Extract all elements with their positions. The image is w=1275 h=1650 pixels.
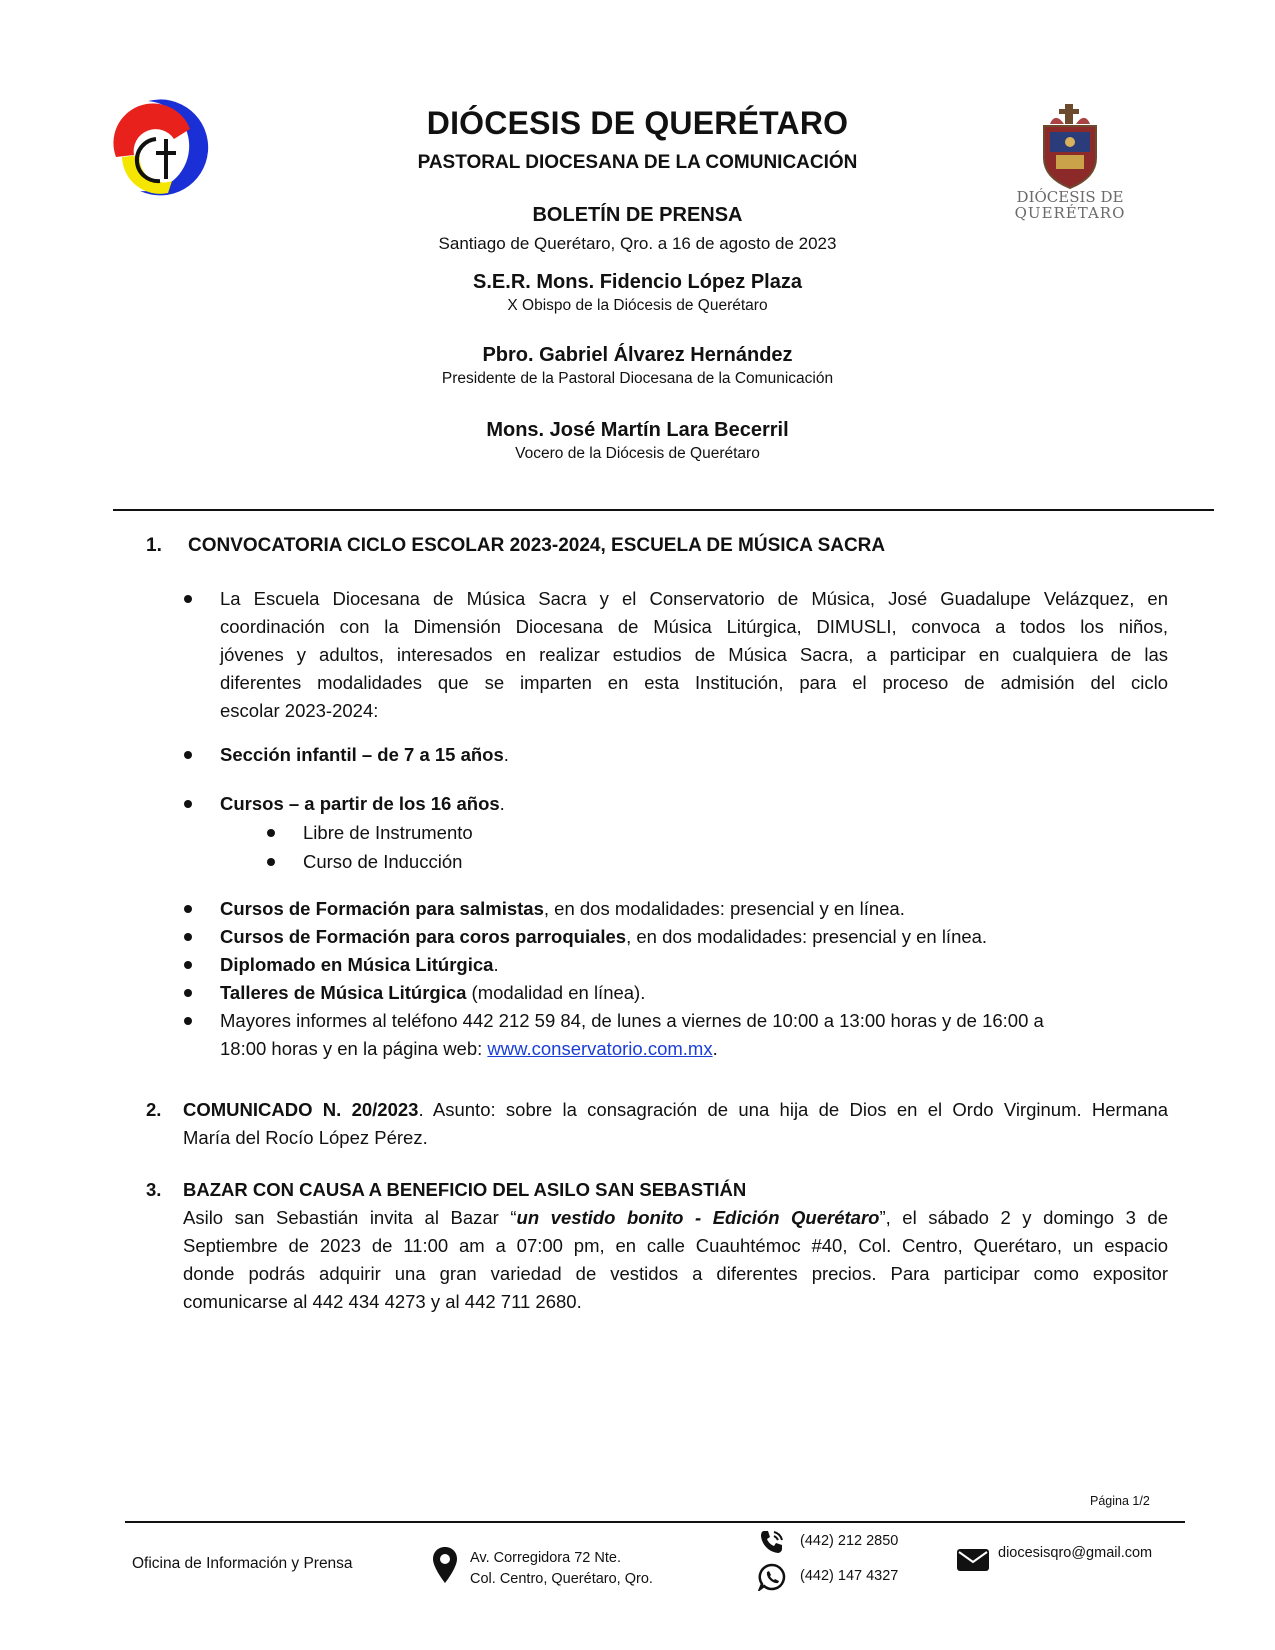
item-diplomado <box>220 951 499 979</box>
intro-line: La Escuela Diocesana de Música Sacra y el Conservatorio de Música, José Guadalupe Velázquez, en <box>220 588 1168 609</box>
section-3-line: comunicarse al 442 434 4273 y al 442 711 2680. <box>183 1291 582 1312</box>
sub-bullet <box>267 858 275 866</box>
item-text: . <box>493 954 499 975</box>
section-3-title: BAZAR CON CAUSA A BENEFICIO DEL ASILO SAN SEBASTIÁN <box>183 1179 747 1200</box>
whatsapp-icon <box>758 1563 786 1591</box>
section-3-text: ”, el sábado 2 y domingo 3 de <box>879 1207 1168 1228</box>
item-bold: Talleres de Música Litúrgica <box>220 982 467 1003</box>
intro-line: coordinación con la Dimensión Diocesana de Música Litúrgica, DIMUSLI, convoca a todos los niños, <box>220 616 1168 637</box>
address <box>470 1548 653 1590</box>
bulletin-date: Santiago de Querétaro, Qro. a 16 de agosto de 2023 <box>438 234 837 253</box>
seal-text-2: QUERÉTARO <box>1014 204 1126 222</box>
bullet <box>184 800 192 808</box>
item-bold: Cursos de Formación para coros parroquiales <box>220 926 627 947</box>
person-role: Vocero de la Diócesis de Querétaro <box>515 445 760 462</box>
envelope-icon <box>956 1547 990 1573</box>
sub-item: Libre de Instrumento <box>303 822 473 843</box>
section-number: 1. <box>146 535 162 556</box>
address-line: Av. Corregidora 72 Nte. <box>470 1550 621 1566</box>
bullet <box>184 595 192 603</box>
person-role: Presidente de la Pastoral Diocesana de la Comunicación <box>441 370 834 387</box>
document-title: DIÓCESIS DE QUERÉTARO <box>426 105 849 141</box>
page-number: Página 1/2 <box>1090 1494 1150 1508</box>
item-text: . <box>503 744 509 765</box>
section-3-text: Asilo san Sebastián invita al Bazar “ <box>183 1207 517 1228</box>
whatsapp-number: (442) 147 4327 <box>800 1568 899 1584</box>
section-3-body <box>183 1204 1168 1316</box>
section-2-body <box>183 1096 1168 1152</box>
item-text: , en dos modalidades: presencial y en línea. <box>626 926 988 947</box>
item-infantil <box>220 741 509 769</box>
item-bold: Cursos – a partir de los 16 años <box>220 793 500 814</box>
intro-line: escolar 2023-2024: <box>220 700 379 721</box>
section-3-line: Septiembre de 2023 de 11:00 am a 07:00 pm, en calle Cuauhtémoc #40, Col. Centro, Querétaro, un espacio <box>183 1235 1168 1256</box>
info-text: . <box>712 1038 718 1059</box>
item-bold: Diplomado en Música Litúrgica <box>220 954 494 975</box>
item-text: (modalidad en línea). <box>466 982 646 1003</box>
phone-icon <box>758 1528 786 1556</box>
bullet <box>184 933 192 941</box>
bullet <box>184 905 192 913</box>
section-3-line <box>183 1204 1168 1232</box>
bullet <box>184 1017 192 1025</box>
item-bold: Sección infantil – de 7 a 15 años <box>220 744 504 765</box>
section-2-line: María del Rocío López Pérez. <box>183 1127 428 1148</box>
info-line <box>220 1035 1168 1063</box>
info-line: Mayores informes al teléfono 442 212 59 84, de lunes a viernes de 10:00 a 13:00 horas y de 16:00 a <box>220 1010 1044 1031</box>
info-text: 18:00 horas y en la página web: <box>220 1038 488 1059</box>
section-title: CONVOCATORIA CICLO ESCOLAR 2023-2024, ESCUELA DE MÚSICA SACRA <box>188 535 886 556</box>
item-text: . <box>499 793 505 814</box>
intro-line: diferentes modalidades que se imparten en esta Institución, para el proceso de admisión del ciclo <box>220 672 1168 693</box>
bullet <box>184 961 192 969</box>
seal-text-1: DIÓCESIS DE <box>1016 188 1124 206</box>
conservatorio-link[interactable]: www.conservatorio.com.mx <box>487 1038 713 1059</box>
person-role: X Obispo de la Diócesis de Querétaro <box>507 297 768 314</box>
section-2-line <box>183 1096 1168 1124</box>
person-name: Mons. José Martín Lara Becerril <box>486 419 789 441</box>
section-number: 3. <box>146 1179 162 1200</box>
header-divider <box>113 509 1214 511</box>
person-1 <box>0 271 1275 315</box>
section-number: 2. <box>146 1099 162 1120</box>
item-talleres <box>220 979 645 1007</box>
intro-line: jóvenes y adultos, interesados en realizar estudios de Música Sacra, a participar en cualquiera de las <box>220 644 1168 665</box>
office-label: Oficina de Información y Prensa <box>132 1555 353 1572</box>
bazar-name: un vestido bonito - Edición Querétaro <box>516 1207 880 1228</box>
section-1-heading <box>146 532 886 560</box>
section-2-bold: COMUNICADO N. 20/2023 <box>183 1099 419 1120</box>
phone-number: (442) 212 2850 <box>800 1533 899 1549</box>
person-2 <box>0 344 1275 388</box>
item-coros <box>220 923 987 951</box>
footer-divider <box>125 1521 1185 1523</box>
section-1-intro <box>220 585 1168 725</box>
person-3 <box>0 419 1275 463</box>
bullet <box>184 751 192 759</box>
document-subtitle: PASTORAL DIOCESANA DE LA COMUNICACIÓN <box>417 152 858 173</box>
bulletin-label: BOLETÍN DE PRENSA <box>532 204 743 226</box>
address-line: Col. Centro, Querétaro, Qro. <box>470 1571 653 1587</box>
bullet <box>184 989 192 997</box>
person-name: Pbro. Gabriel Álvarez Hernández <box>482 344 793 366</box>
item-info <box>220 1007 1168 1063</box>
section-3-line: donde podrás adquirir una gran variedad de vestidos a diferentes precios. Para participar como expositor <box>183 1263 1168 1284</box>
sub-item: Curso de Inducción <box>303 851 463 872</box>
email-address[interactable]: diocesisqro@gmail.com <box>998 1545 1153 1561</box>
sub-bullet <box>267 829 275 837</box>
item-text: , en dos modalidades: presencial y en línea. <box>543 898 905 919</box>
section-2-text: . Asunto: sobre la consagración de una hija de Dios en el Ordo Virginum. Hermana <box>418 1099 1168 1120</box>
person-name: S.E.R. Mons. Fidencio López Plaza <box>473 271 802 293</box>
item-salmistas <box>220 895 905 923</box>
map-pin-icon <box>432 1546 458 1584</box>
item-bold: Cursos de Formación para salmistas <box>220 898 544 919</box>
item-cursos <box>220 790 505 818</box>
